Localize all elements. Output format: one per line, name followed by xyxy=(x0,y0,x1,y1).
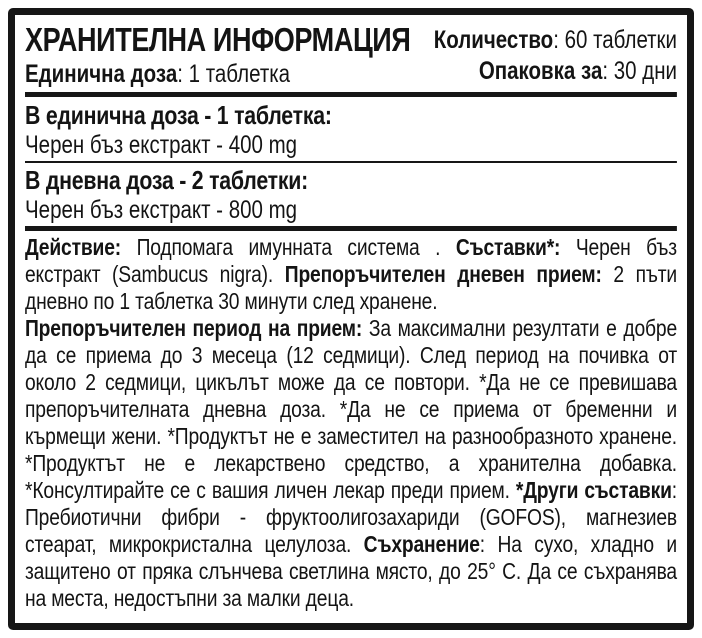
label-title: ХРАНИТЕЛНА ИНФОРМАЦИЯ xyxy=(25,21,411,58)
label-body xyxy=(25,234,677,612)
dose-divider xyxy=(25,161,677,163)
single-dose-section-heading: В единична доза - 1 таблетка: xyxy=(25,100,332,130)
single-dose-label: Единична доза xyxy=(25,60,178,88)
daily-dose-section xyxy=(25,165,677,224)
single-dose-section xyxy=(25,100,677,159)
nutrition-label xyxy=(8,8,694,630)
quantity-value: 60 таблетки xyxy=(564,26,677,54)
package-label: Опаковка за xyxy=(478,57,603,85)
single-dose-row xyxy=(25,60,410,89)
package-separator: : xyxy=(602,57,614,85)
quantity-separator: : xyxy=(553,26,565,54)
daily-dose-ingredient: Черен бъз екстракт - 800 mg xyxy=(25,196,298,224)
quantity-row xyxy=(434,25,677,56)
usage-paragraph: Действие: Подпомага имунната система . Съставки*: Черен бъз екстракт (Sambucus nigra). Препоръчителен дневен прием: 2 пъти дневно по 1 таблетка 30 минути след хранене. xyxy=(25,234,678,314)
quantity-label: Количество xyxy=(433,26,554,54)
daily-dose-section-heading: В дневна доза - 2 таблетки: xyxy=(25,165,308,195)
body-divider xyxy=(25,226,677,231)
package-row xyxy=(434,56,677,87)
single-dose-ingredient: Черен бъз екстракт - 400 mg xyxy=(25,131,298,159)
warnings-paragraph: Препоръчителен период на прием: За максимални резултати е добре да се приема до 3 месеца (12 седмици). След период на почивка от около 2 седмици, цикълът може да се повтори. *Да не се превишава препоръчителната дневна доза. *Да не се приема от бременни и кърмещи жени. *Продуктът не е заместител на разнообразното хранене. *Продуктът не е лекарствено средство, а хранителна добавка. *Консултирайте се с вашия личен лекар преди прием. *Други съставки: Пребиотични фибри - фруктоолигозахариди (GOFOS), магнезиев стеарат, микрокристална целулоза. Съхранение: На сухо, хладно и защитено от пряка слънчева светлина място, до 25° С. Да се съхранява на места, недостъпни за малки деца. xyxy=(25,315,678,611)
header-right-column xyxy=(434,20,677,87)
package-value: 30 дни xyxy=(613,57,677,85)
single-dose-value: 1 таблетка xyxy=(188,60,291,88)
label-header xyxy=(25,20,677,89)
header-left-column xyxy=(25,20,410,89)
single-dose-separator: : xyxy=(177,60,189,88)
header-divider xyxy=(25,92,677,97)
